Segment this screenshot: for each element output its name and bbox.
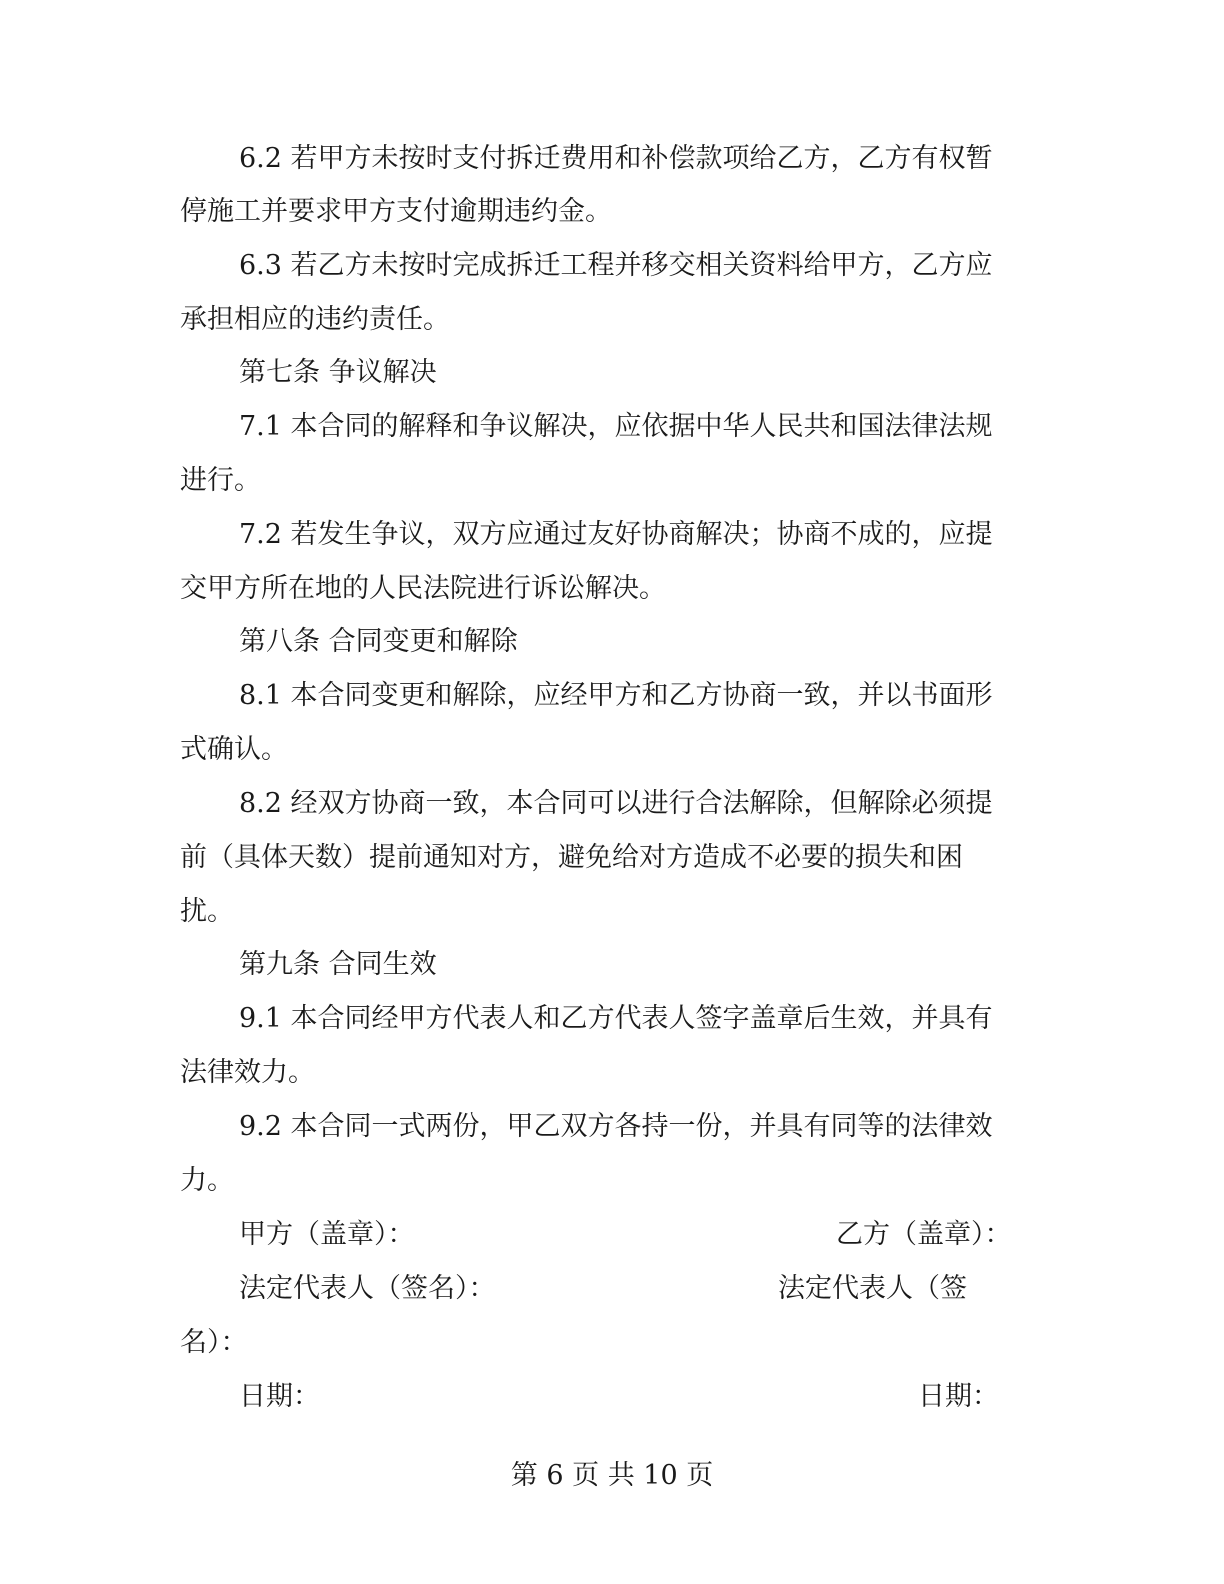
clause-7-1-line-2: 进行。 bbox=[180, 465, 261, 496]
article-9-heading: 第九条 合同生效 bbox=[239, 949, 437, 980]
party-b-rep-label: 法定代表人（签 bbox=[778, 1273, 967, 1304]
page-number-footer: 第 6 页 共 10 页 bbox=[510, 1460, 714, 1491]
clause-9-1-line-1: 9.1 本合同经甲方代表人和乙方代表人签字盖章后生效，并具有 bbox=[239, 1003, 993, 1034]
party-a-seal-label: 甲方（盖章）： bbox=[239, 1219, 415, 1250]
clause-9-2-line-2: 力。 bbox=[180, 1165, 234, 1196]
party-b-seal-label: 乙方（盖章）： bbox=[836, 1219, 1012, 1250]
clause-8-2-line-2: 前（具体天数）提前通知对方，避免给对方造成不必要的损失和困 bbox=[180, 842, 963, 873]
clause-6-2-line-1: 6.2 若甲方未按时支付拆迁费用和补偿款项给乙方，乙方有权暂 bbox=[239, 143, 993, 174]
article-8-heading: 第八条 合同变更和解除 bbox=[239, 626, 518, 657]
clause-6-2-line-2: 停施工并要求甲方支付逾期违约金。 bbox=[180, 196, 612, 227]
party-a-rep-label: 法定代表人（签名）： bbox=[239, 1273, 496, 1304]
clause-9-1-line-2: 法律效力。 bbox=[180, 1057, 315, 1088]
party-b-rep-label-wrap: 名）： bbox=[180, 1327, 248, 1358]
clause-8-2-line-3: 扰。 bbox=[180, 896, 234, 927]
clause-7-2-line-2: 交甲方所在地的人民法院进行诉讼解决。 bbox=[180, 573, 666, 604]
party-a-date-label: 日期： bbox=[239, 1381, 320, 1412]
clause-6-3-line-1: 6.3 若乙方未按时完成拆迁工程并移交相关资料给甲方，乙方应 bbox=[239, 250, 993, 281]
article-7-heading: 第七条 争议解决 bbox=[239, 357, 437, 388]
clause-6-3-line-2: 承担相应的违约责任。 bbox=[180, 304, 450, 335]
clause-8-1-line-1: 8.1 本合同变更和解除，应经甲方和乙方协商一致，并以书面形 bbox=[239, 680, 993, 711]
clause-8-2-line-1: 8.2 经双方协商一致，本合同可以进行合法解除，但解除必须提 bbox=[239, 788, 993, 819]
clause-9-2-line-1: 9.2 本合同一式两份，甲乙双方各持一份，并具有同等的法律效 bbox=[239, 1111, 993, 1142]
clause-8-1-line-2: 式确认。 bbox=[180, 734, 288, 765]
clause-7-2-line-1: 7.2 若发生争议，双方应通过友好协商解决；协商不成的，应提 bbox=[239, 519, 993, 550]
party-b-date-label: 日期： bbox=[918, 1381, 999, 1412]
clause-7-1-line-1: 7.1 本合同的解释和争议解决，应依据中华人民共和国法律法规 bbox=[239, 411, 993, 442]
